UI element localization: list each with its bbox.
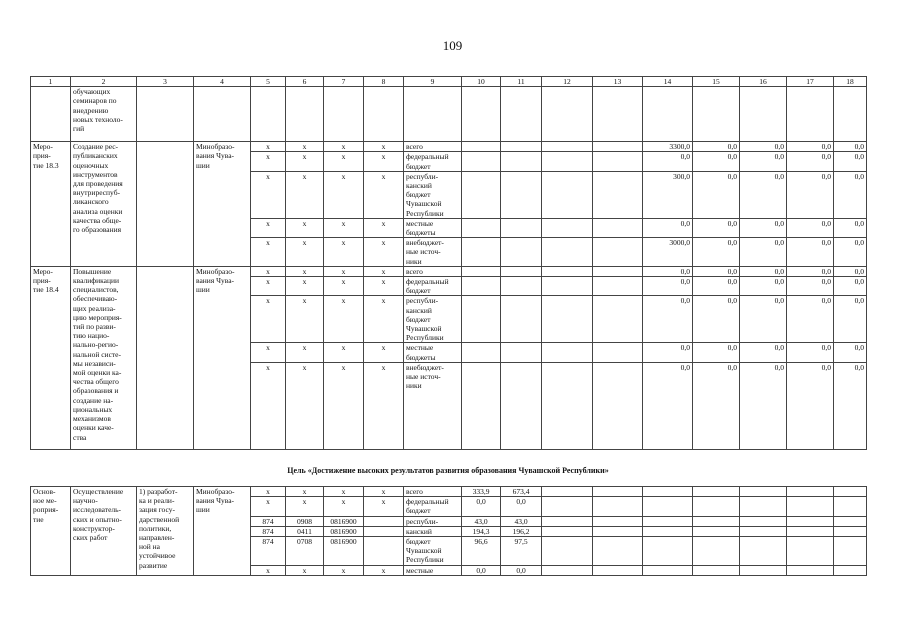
cell-empty bbox=[740, 537, 787, 566]
column-number: 15 bbox=[693, 77, 740, 87]
amount-cell: 0,0 bbox=[643, 296, 693, 343]
column-number: 11 bbox=[501, 77, 542, 87]
cell-empty bbox=[693, 487, 740, 497]
cell-empty bbox=[31, 87, 71, 142]
amount-cell: 0,0 bbox=[643, 266, 693, 276]
column-number-row bbox=[31, 77, 867, 87]
code-cell: x bbox=[364, 565, 404, 575]
amount-cell: 0,0 bbox=[643, 362, 693, 449]
cell-empty bbox=[593, 487, 643, 497]
code-cell: x bbox=[324, 277, 364, 296]
cell-empty bbox=[501, 343, 542, 362]
cell-empty bbox=[593, 238, 643, 267]
cell-empty bbox=[787, 516, 834, 526]
amount-cell: 0,0 bbox=[693, 218, 740, 237]
column-number: 10 bbox=[462, 77, 501, 87]
amount-cell: 0,0 bbox=[787, 238, 834, 267]
cell-empty bbox=[462, 362, 501, 449]
page-number: 109 bbox=[442, 38, 463, 53]
cell-empty bbox=[462, 87, 501, 142]
code-cell: x bbox=[286, 142, 324, 152]
cell-empty bbox=[137, 266, 194, 449]
column-number: 9 bbox=[404, 77, 462, 87]
continuation-text: обучающих семинаров по внедрению новых техноло- гий bbox=[71, 87, 137, 142]
amount-cell: 333,9 bbox=[462, 487, 501, 497]
cell-empty bbox=[542, 171, 593, 218]
cell-empty bbox=[542, 266, 593, 276]
amount-cell: 194,3 bbox=[462, 526, 501, 536]
cell-empty bbox=[501, 142, 542, 152]
cell-empty bbox=[593, 565, 643, 575]
code-cell: x bbox=[364, 277, 404, 296]
amount-cell: 0,0 bbox=[834, 296, 867, 343]
cell-empty bbox=[501, 238, 542, 267]
cell-empty bbox=[693, 537, 740, 566]
cell-empty bbox=[593, 362, 643, 449]
amount-cell: 0,0 bbox=[693, 238, 740, 267]
code-cell: x bbox=[324, 152, 364, 171]
cell-empty bbox=[462, 171, 501, 218]
amount-cell: 0,0 bbox=[643, 277, 693, 296]
amount-cell: 0,0 bbox=[693, 152, 740, 171]
amount-cell: 0,0 bbox=[834, 238, 867, 267]
cell-empty bbox=[324, 87, 364, 142]
measure-18-4-executor: Минобразо- вания Чува- шии bbox=[194, 266, 251, 449]
amount-cell: 0,0 bbox=[834, 362, 867, 449]
column-number: 7 bbox=[324, 77, 364, 87]
amount-cell: 0,0 bbox=[834, 171, 867, 218]
amount-cell: 43,0 bbox=[501, 516, 542, 526]
code-cell: x bbox=[324, 362, 364, 449]
cell-empty bbox=[643, 516, 693, 526]
cell-empty bbox=[137, 87, 194, 142]
code-cell: x bbox=[251, 171, 286, 218]
code-cell: x bbox=[251, 296, 286, 343]
code-cell: 0411 bbox=[286, 526, 324, 536]
cell-empty bbox=[462, 343, 501, 362]
cell-empty bbox=[542, 487, 593, 497]
cell-empty bbox=[404, 87, 462, 142]
cell-empty bbox=[462, 142, 501, 152]
amount-cell: 0,0 bbox=[787, 362, 834, 449]
amount-cell: 0,0 bbox=[740, 152, 787, 171]
column-number: 12 bbox=[542, 77, 593, 87]
cell-empty bbox=[501, 277, 542, 296]
amount-cell: 0,0 bbox=[693, 343, 740, 362]
amount-cell: 0,0 bbox=[643, 343, 693, 362]
amount-cell: 0,0 bbox=[462, 497, 501, 516]
amount-cell: 0,0 bbox=[693, 142, 740, 152]
cell-empty bbox=[542, 87, 593, 142]
amount-cell: 0,0 bbox=[740, 171, 787, 218]
cell-empty bbox=[740, 516, 787, 526]
amount-cell: 97,5 bbox=[501, 537, 542, 566]
lower-table bbox=[30, 486, 867, 576]
column-number: 2 bbox=[71, 77, 137, 87]
code-cell: x bbox=[364, 266, 404, 276]
amount-cell: 0,0 bbox=[787, 171, 834, 218]
code-cell: 0816900 bbox=[324, 537, 364, 566]
cell-empty bbox=[740, 565, 787, 575]
funding-source: внебюджет- ные источ- ники bbox=[404, 362, 462, 449]
cell-empty bbox=[834, 497, 867, 516]
amount-cell: 0,0 bbox=[740, 266, 787, 276]
code-cell: x bbox=[286, 296, 324, 343]
code-cell: x bbox=[286, 497, 324, 516]
cell-empty bbox=[593, 277, 643, 296]
code-cell: x bbox=[364, 142, 404, 152]
cell-empty bbox=[593, 152, 643, 171]
cell-empty bbox=[542, 152, 593, 171]
funding-source: внебюджет- ные источ- ники bbox=[404, 238, 462, 267]
code-cell: x bbox=[324, 238, 364, 267]
cell-empty bbox=[462, 238, 501, 267]
code-cell: x bbox=[286, 277, 324, 296]
amount-cell: 0,0 bbox=[787, 218, 834, 237]
column-number: 6 bbox=[286, 77, 324, 87]
cell-empty bbox=[834, 487, 867, 497]
cell-empty bbox=[501, 362, 542, 449]
cell-empty bbox=[643, 487, 693, 497]
amount-cell: 0,0 bbox=[787, 296, 834, 343]
table-row bbox=[31, 142, 867, 152]
funding-source: всего bbox=[404, 142, 462, 152]
code-cell: 0816900 bbox=[324, 526, 364, 536]
cell-empty bbox=[693, 526, 740, 536]
cell-empty bbox=[643, 565, 693, 575]
code-cell: x bbox=[364, 218, 404, 237]
funding-source: республи- канский бюджет Чувашской Республики bbox=[404, 171, 462, 218]
amount-cell: 0,0 bbox=[693, 266, 740, 276]
main-event-goal: 1) разработ- ка и реали- зация госу- дарственной политики, направлен- ной на устойчивое развитие bbox=[137, 487, 194, 576]
cell-empty bbox=[787, 87, 834, 142]
main-event-title: Осуществление научно- исследователь- ских и опытно- конструктор- ских работ bbox=[71, 487, 137, 576]
code-cell: x bbox=[286, 343, 324, 362]
funding-source: федеральный бюджет bbox=[404, 152, 462, 171]
amount-cell: 0,0 bbox=[834, 142, 867, 152]
amount-cell: 96,6 bbox=[462, 537, 501, 566]
cell-empty bbox=[593, 537, 643, 566]
cell-empty bbox=[462, 296, 501, 343]
column-number: 4 bbox=[194, 77, 251, 87]
cell-empty bbox=[501, 266, 542, 276]
code-cell: x bbox=[364, 171, 404, 218]
continuation-row bbox=[31, 87, 867, 142]
column-number: 1 bbox=[31, 77, 71, 87]
code-cell: x bbox=[324, 487, 364, 497]
code-cell: x bbox=[251, 238, 286, 267]
table-row bbox=[31, 487, 867, 497]
code-cell: x bbox=[324, 343, 364, 362]
amount-cell: 0,0 bbox=[834, 277, 867, 296]
code-cell: 874 bbox=[251, 516, 286, 526]
cell-empty bbox=[593, 87, 643, 142]
code-cell: 874 bbox=[251, 537, 286, 566]
code-cell: x bbox=[251, 487, 286, 497]
amount-cell: 0,0 bbox=[787, 277, 834, 296]
cell-empty bbox=[462, 152, 501, 171]
cell-empty bbox=[740, 487, 787, 497]
amount-cell: 0,0 bbox=[787, 266, 834, 276]
funding-source: республи- bbox=[404, 516, 462, 526]
amount-cell: 43,0 bbox=[462, 516, 501, 526]
funding-source: всего bbox=[404, 266, 462, 276]
amount-cell: 0,0 bbox=[787, 343, 834, 362]
upper-table bbox=[30, 76, 867, 450]
funding-source: федеральный бюджет bbox=[404, 497, 462, 516]
cell-empty bbox=[542, 537, 593, 566]
cell-empty bbox=[693, 565, 740, 575]
code-cell: x bbox=[251, 266, 286, 276]
funding-source: федеральный бюджет bbox=[404, 277, 462, 296]
cell-empty bbox=[501, 296, 542, 343]
column-number: 8 bbox=[364, 77, 404, 87]
cell-empty bbox=[593, 526, 643, 536]
funding-source: местные бюджеты bbox=[404, 343, 462, 362]
main-event-label: Основ- ное ме- роприя- тие bbox=[31, 487, 71, 576]
code-cell: x bbox=[286, 266, 324, 276]
cell-empty bbox=[643, 526, 693, 536]
amount-cell: 0,0 bbox=[740, 343, 787, 362]
funding-source: местные bbox=[404, 565, 462, 575]
cell-empty bbox=[834, 565, 867, 575]
code-cell bbox=[364, 537, 404, 566]
cell-empty bbox=[137, 142, 194, 267]
amount-cell: 0,0 bbox=[787, 142, 834, 152]
column-number: 18 bbox=[834, 77, 867, 87]
code-cell: x bbox=[324, 218, 364, 237]
cell-empty bbox=[542, 218, 593, 237]
amount-cell: 0,0 bbox=[834, 343, 867, 362]
amount-cell: 0,0 bbox=[740, 142, 787, 152]
code-cell: x bbox=[286, 362, 324, 449]
amount-cell: 0,0 bbox=[740, 238, 787, 267]
cell-empty bbox=[740, 526, 787, 536]
cell-empty bbox=[643, 497, 693, 516]
cell-empty bbox=[643, 537, 693, 566]
amount-cell: 0,0 bbox=[693, 171, 740, 218]
code-cell: x bbox=[251, 362, 286, 449]
code-cell: x bbox=[324, 171, 364, 218]
cell-empty bbox=[542, 277, 593, 296]
amount-cell: 0,0 bbox=[693, 362, 740, 449]
code-cell: x bbox=[324, 142, 364, 152]
goal-heading: Цель «Достижение высоких результатов развития образования Чувашской Республики» bbox=[287, 466, 609, 475]
cell-empty bbox=[364, 87, 404, 142]
code-cell: x bbox=[364, 238, 404, 267]
cell-empty bbox=[542, 516, 593, 526]
amount-cell: 0,0 bbox=[834, 218, 867, 237]
cell-empty bbox=[593, 142, 643, 152]
amount-cell: 300,0 bbox=[643, 171, 693, 218]
code-cell: x bbox=[364, 343, 404, 362]
code-cell: x bbox=[324, 266, 364, 276]
cell-empty bbox=[787, 487, 834, 497]
cell-empty bbox=[286, 87, 324, 142]
cell-empty bbox=[787, 526, 834, 536]
cell-empty bbox=[542, 565, 593, 575]
column-number: 17 bbox=[787, 77, 834, 87]
code-cell: 874 bbox=[251, 526, 286, 536]
cell-empty bbox=[593, 497, 643, 516]
funding-source: местные бюджеты bbox=[404, 218, 462, 237]
code-cell: x bbox=[364, 296, 404, 343]
amount-cell: 0,0 bbox=[643, 152, 693, 171]
code-cell: x bbox=[251, 497, 286, 516]
cell-empty bbox=[462, 218, 501, 237]
cell-empty bbox=[542, 362, 593, 449]
cell-empty bbox=[593, 266, 643, 276]
column-number: 5 bbox=[251, 77, 286, 87]
cell-empty bbox=[593, 296, 643, 343]
cell-empty bbox=[693, 497, 740, 516]
code-cell: x bbox=[251, 343, 286, 362]
code-cell: x bbox=[324, 565, 364, 575]
cell-empty bbox=[834, 526, 867, 536]
cell-empty bbox=[501, 218, 542, 237]
code-cell: x bbox=[324, 296, 364, 343]
code-cell bbox=[364, 526, 404, 536]
amount-cell: 0,0 bbox=[834, 152, 867, 171]
code-cell: x bbox=[324, 497, 364, 516]
cell-empty bbox=[501, 171, 542, 218]
amount-cell: 673,4 bbox=[501, 487, 542, 497]
amount-cell: 0,0 bbox=[501, 565, 542, 575]
cell-empty bbox=[542, 296, 593, 343]
cell-empty bbox=[593, 343, 643, 362]
measure-18-3-executor: Минобразо- вания Чува- шии bbox=[194, 142, 251, 267]
cell-empty bbox=[787, 497, 834, 516]
amount-cell: 0,0 bbox=[740, 277, 787, 296]
code-cell: x bbox=[364, 497, 404, 516]
amount-cell: 196,2 bbox=[501, 526, 542, 536]
code-cell: x bbox=[286, 238, 324, 267]
amount-cell: 0,0 bbox=[693, 277, 740, 296]
cell-empty bbox=[501, 87, 542, 142]
code-cell: x bbox=[364, 487, 404, 497]
cell-empty bbox=[643, 87, 693, 142]
cell-empty bbox=[787, 565, 834, 575]
cell-empty bbox=[501, 152, 542, 171]
cell-empty bbox=[593, 516, 643, 526]
code-cell: x bbox=[286, 487, 324, 497]
cell-empty bbox=[542, 142, 593, 152]
code-cell: x bbox=[251, 565, 286, 575]
code-cell: x bbox=[286, 171, 324, 218]
cell-empty bbox=[593, 218, 643, 237]
main-event-executor: Минобразо- вания Чува- шии bbox=[194, 487, 251, 576]
code-cell: 0816900 bbox=[324, 516, 364, 526]
code-cell: x bbox=[251, 142, 286, 152]
code-cell: 0708 bbox=[286, 537, 324, 566]
funding-source: бюджет Чувашской Республики bbox=[404, 537, 462, 566]
cell-empty bbox=[593, 171, 643, 218]
cell-empty bbox=[740, 87, 787, 142]
code-cell bbox=[364, 516, 404, 526]
funding-source: республи- канский бюджет Чувашской Республики bbox=[404, 296, 462, 343]
measure-18-4-label: Меро- прия- тие 18.4 bbox=[31, 266, 71, 449]
cell-empty bbox=[251, 87, 286, 142]
cell-empty bbox=[542, 238, 593, 267]
amount-cell: 3300,0 bbox=[643, 142, 693, 152]
amount-cell: 0,0 bbox=[740, 296, 787, 343]
cell-empty bbox=[542, 343, 593, 362]
cell-empty bbox=[462, 266, 501, 276]
amount-cell: 0,0 bbox=[834, 266, 867, 276]
amount-cell: 0,0 bbox=[740, 218, 787, 237]
amount-cell: 0,0 bbox=[643, 218, 693, 237]
funding-source: канский bbox=[404, 526, 462, 536]
cell-empty bbox=[462, 277, 501, 296]
cell-empty bbox=[542, 526, 593, 536]
code-cell: x bbox=[286, 152, 324, 171]
code-cell: x bbox=[286, 218, 324, 237]
cell-empty bbox=[194, 87, 251, 142]
measure-18-4-title: Повышение квалификации специалистов, обеспечиваю- щих реализа- цию мероприя- тий по разви- тию нацио- нально-регио- нальной систе- мы независи- мой оценки ка- чества общего образования и создание на- циональных механизмов оценки каче- ства bbox=[71, 266, 137, 449]
code-cell: 0908 bbox=[286, 516, 324, 526]
cell-empty bbox=[693, 87, 740, 142]
code-cell: x bbox=[286, 565, 324, 575]
column-number: 3 bbox=[137, 77, 194, 87]
cell-empty bbox=[834, 516, 867, 526]
measure-18-3-label: Меро- прия- тие 18.3 bbox=[31, 142, 71, 267]
column-number: 14 bbox=[643, 77, 693, 87]
code-cell: x bbox=[251, 152, 286, 171]
cell-empty bbox=[740, 497, 787, 516]
code-cell: x bbox=[251, 218, 286, 237]
cell-empty bbox=[834, 87, 867, 142]
column-number: 16 bbox=[740, 77, 787, 87]
cell-empty bbox=[542, 497, 593, 516]
amount-cell: 0,0 bbox=[462, 565, 501, 575]
code-cell: x bbox=[364, 152, 404, 171]
amount-cell: 0,0 bbox=[740, 362, 787, 449]
amount-cell: 0,0 bbox=[693, 296, 740, 343]
amount-cell: 0,0 bbox=[501, 497, 542, 516]
amount-cell: 3000,0 bbox=[643, 238, 693, 267]
code-cell: x bbox=[364, 362, 404, 449]
code-cell: x bbox=[251, 277, 286, 296]
funding-source: всего bbox=[404, 487, 462, 497]
cell-empty bbox=[834, 537, 867, 566]
cell-empty bbox=[693, 516, 740, 526]
column-number: 13 bbox=[593, 77, 643, 87]
table-row bbox=[31, 266, 867, 276]
measure-18-3-title: Создание рес- публиканских оценочных инструментов для проведения внутриреспуб- ликанского анализа оценки качества обще- го образования bbox=[71, 142, 137, 267]
amount-cell: 0,0 bbox=[787, 152, 834, 171]
cell-empty bbox=[787, 537, 834, 566]
